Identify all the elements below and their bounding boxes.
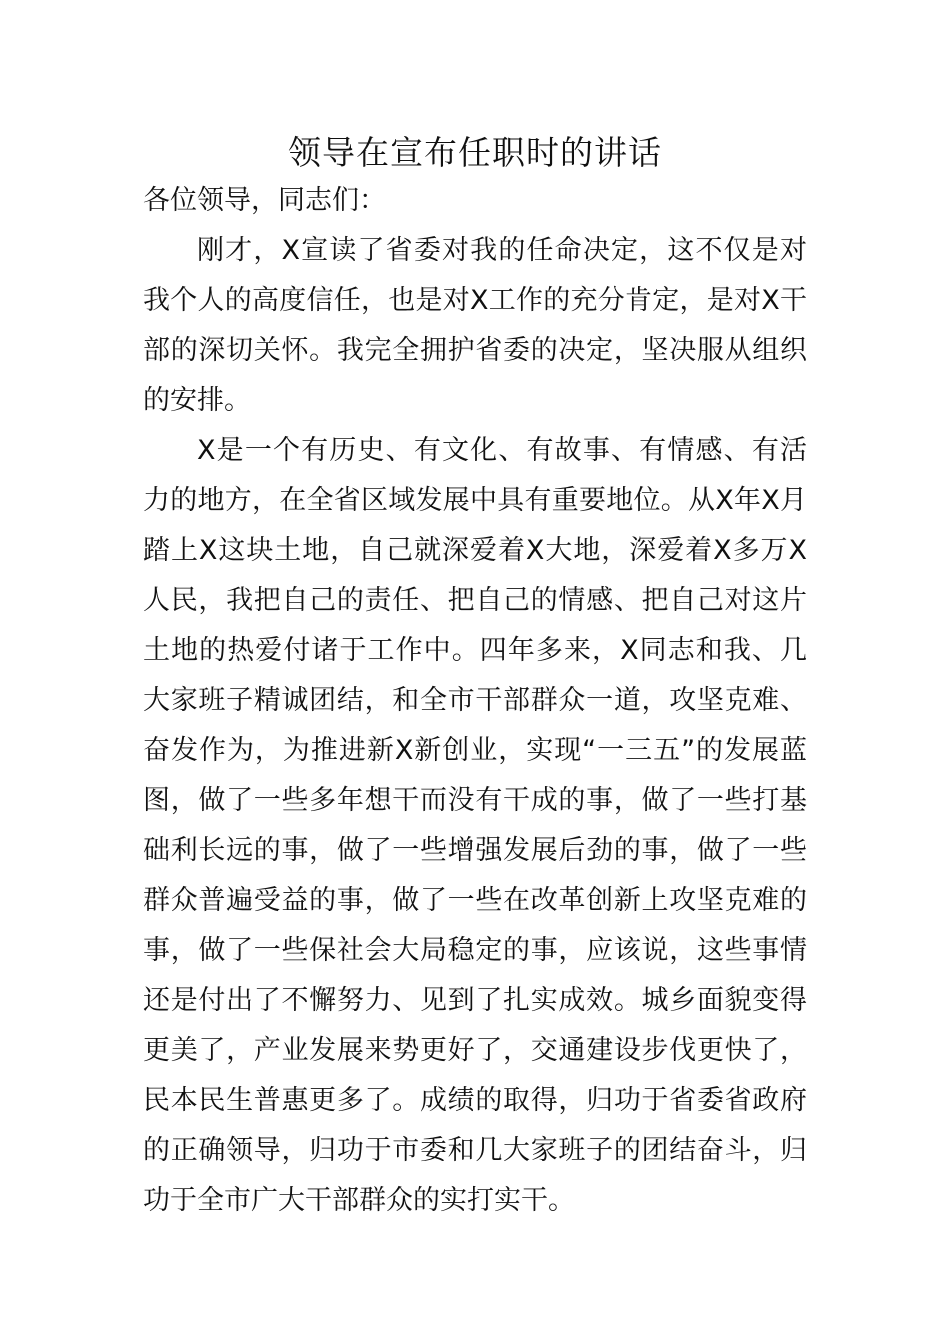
salutation: 各位领导，同志们： <box>143 185 386 216</box>
document-title: 领导在宣布任职时的讲话 <box>288 133 662 172</box>
paragraph-1: 刚才，X宣读了省委对我的任命决定，这不仅是对我个人的高度信任，也是对X工作的充分肯定，是对X干部的深切关怀。我完全拥护省委的决定，坚决服从组织的安排。 <box>143 235 807 416</box>
paragraph-2: X是一个有历史、有文化、有故事、有情感、有活力的地方，在全省区域发展中具有重要地位。从X年X月踏上X这块土地，自己就深爱着X大地，深爱着X多万X人民，我把自己的责任、把自己的情感、把自己对这片土地的热爱付诸于工作中。四年多来，X同志和我、几大家班子精诚团结，和全市干部群众一道，攻坚克难、奋发作为，为推进新X新创业，实现“一三五”的发展蓝图，做了一些多年想干而没有干成的事，做了一些打基础利长远的事，做了一些增强发展后劲的事，做了一些群众普遍受益的事，做了一些在改革创新上攻坚克难的事，做了一些保社会大局稳定的事，应该说，这些事情还是付出了不懈努力、见到了扎实成效。城乡面貌变得更美了，产业发展来势更好了，交通建设步伐更快了，民本民生普惠更多了。成绩的取得，归功于省委省政府的正确领导，归功于市委和几大家班子的团结奋斗，归功于全市广大干部群众的实打实干。 <box>143 435 807 1216</box>
